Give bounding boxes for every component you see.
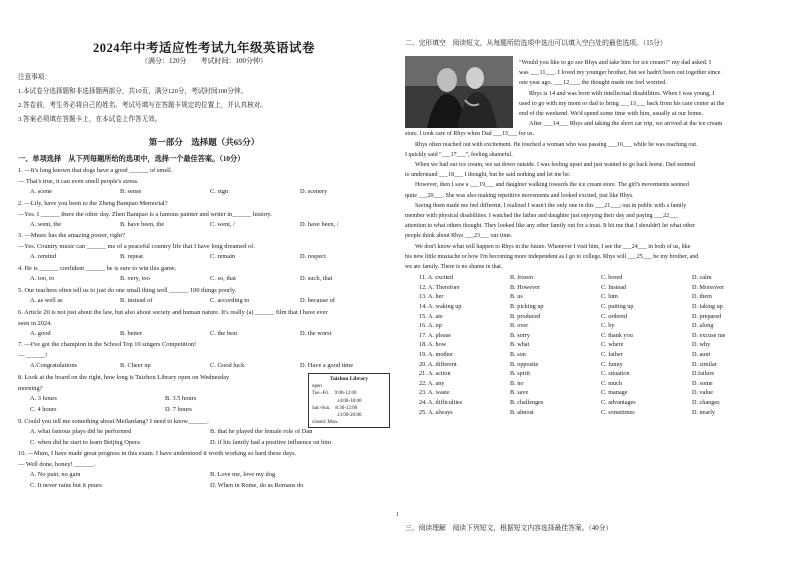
cloze-option[interactable]: C. bored xyxy=(601,274,623,282)
cloze-option[interactable]: 16. A. up xyxy=(419,322,442,330)
page-number: 1 xyxy=(396,512,399,518)
section-one-heading: 一、单项选择 从下列每题所给的选项中，选择一个最佳答案。（10分） xyxy=(18,155,245,163)
answer-option[interactable]: B. 3.5 hours xyxy=(165,394,197,402)
question-text: 8. Look at the board on the right, how long is Taizhou Library open on Wednesday xyxy=(18,374,230,382)
passage-line: attention to what others thought. They looked like any other family out for a treat. It hit me that I shouldn't let what other xyxy=(405,223,696,230)
passage-line: Rhys often reached out with excitement. He touched a woman who was passing ___16___ while he was reaching out. xyxy=(415,141,698,148)
passage-line: to understand ___18___ I thought, but he said nothing and let me be. xyxy=(405,172,571,179)
cloze-option[interactable]: B. us xyxy=(510,293,523,301)
cloze-option[interactable]: C. by xyxy=(601,322,615,330)
cloze-option[interactable]: C. manage xyxy=(601,389,628,397)
question-text: — ______! xyxy=(18,352,48,360)
cloze-option[interactable]: B. son xyxy=(510,351,526,358)
passage-line: we are family. There is no shame in that. xyxy=(405,264,503,270)
answer-option[interactable]: D. When in Rome, do as Romans do xyxy=(210,482,304,490)
library-row: Tue.-Fri. 9:00-12:00 xyxy=(312,391,357,397)
cloze-option[interactable]: D. nearly xyxy=(692,408,716,416)
cloze-option-row xyxy=(419,389,783,396)
notice-heading: 注意事项： xyxy=(18,74,51,81)
answer-option[interactable]: A. good xyxy=(30,329,51,337)
answer-option[interactable]: C. went, / xyxy=(210,220,235,228)
answer-option[interactable]: A. 3 hours xyxy=(30,394,57,402)
cloze-option[interactable]: D.failure xyxy=(692,370,715,378)
cloze-option[interactable]: D. taking up xyxy=(692,303,723,310)
library-row: open xyxy=(312,384,322,390)
answer-option[interactable]: A. went, the xyxy=(30,220,62,228)
cloze-option[interactable]: 12. A. Therefore xyxy=(419,283,460,291)
options-row xyxy=(30,471,390,478)
cloze-option[interactable]: C. father xyxy=(601,351,623,358)
answer-option[interactable]: C. sign xyxy=(210,187,229,195)
cloze-option-row xyxy=(419,370,783,377)
cloze-option-row xyxy=(419,380,783,387)
cloze-option[interactable]: D. Moreover xyxy=(692,283,724,291)
answer-option[interactable]: B. better xyxy=(120,329,143,337)
cloze-option[interactable]: B. frozen xyxy=(510,274,534,282)
question-text: 3. —Music has the amazing power, right? xyxy=(18,232,125,240)
passage-line: was ___11___. I loved my younger brother, but we hadn't been out together since xyxy=(519,69,721,77)
passage-line: one year ago. ___12___, the thought made me feel worried. xyxy=(519,79,667,87)
library-title: Taizhou Library xyxy=(330,376,368,382)
part-one-heading: 第一部分 选择题（共65分） xyxy=(148,137,260,147)
cloze-option[interactable]: C. thank you xyxy=(601,331,633,339)
exam-title: 2024年中考适应性考试九年级英语试卷 xyxy=(92,41,315,55)
passage-line: quite ___20___. She was also making repetitive movements and looked excited, just like Rhys. xyxy=(405,192,634,199)
cloze-option[interactable]: 19. A. mother xyxy=(419,351,454,358)
answer-option[interactable]: B. that he played the female role of Dan xyxy=(210,427,313,435)
question-text: 10. —Mum, I have made great progress in this exam. I have understood it worth working so hard these days. xyxy=(18,450,297,458)
cloze-option-row xyxy=(419,409,783,416)
library-board xyxy=(308,373,390,428)
answer-option[interactable]: A. scene xyxy=(30,187,53,195)
cloze-option[interactable]: D. prepared xyxy=(692,312,722,320)
library-row: 14:00-18:00 xyxy=(312,398,362,404)
answer-option[interactable]: B. sense xyxy=(120,187,142,195)
answer-option[interactable]: B. repeat xyxy=(120,253,144,261)
answer-option[interactable]: C. so, that xyxy=(210,275,236,282)
answer-option[interactable]: B. very, too xyxy=(120,275,150,282)
cloze-option[interactable]: C. funny xyxy=(601,360,623,368)
cloze-option[interactable]: B. opposite xyxy=(510,360,539,368)
cloze-option[interactable]: 17. A. please xyxy=(419,331,451,339)
cloze-option[interactable]: C. advantages xyxy=(601,399,636,406)
passage-line: people think about Rhys ___23___ our time. xyxy=(405,233,513,240)
cloze-option-row xyxy=(419,274,783,281)
cloze-option[interactable]: 20. A. different xyxy=(419,360,457,368)
cloze-option[interactable]: 18. A. how xyxy=(419,341,447,349)
options-row xyxy=(30,221,390,228)
cloze-option[interactable]: 23. A. waste xyxy=(419,389,450,397)
question-text: —Yes. Country music can ______ me of a peaceful country life that I have long dreamed of. xyxy=(18,243,255,251)
cloze-option[interactable]: C. much xyxy=(601,379,622,387)
cloze-option[interactable]: B. sorry xyxy=(510,331,530,339)
section-three-heading: 三、阅读理解 阅读下列短文，根据短文内容选择最佳答案。（40分） xyxy=(405,525,613,532)
library-row: 13:00-20:00 xyxy=(312,413,362,419)
passage-line: We don't know what will happen to Rhys in the future. Whenever I visit him, I see the ___24___ in both of us, like xyxy=(415,243,691,250)
library-row: Sat.-Sun. 8:30-12:00 xyxy=(312,405,358,411)
passage-line: store. I took care of Rhys when Dad ___15___ for us. xyxy=(405,131,534,138)
cloze-option[interactable]: C. Instead xyxy=(601,283,627,291)
answer-option[interactable]: D. have been, / xyxy=(300,220,339,228)
question-text: 7. —I've got the champion in the School Top 10 singers Competition! xyxy=(18,341,197,349)
cloze-option[interactable]: B. no xyxy=(510,379,524,387)
right-column xyxy=(405,0,783,561)
answer-option[interactable]: A. No pain, no gain xyxy=(30,471,81,479)
answer-option[interactable]: C. 4 hours xyxy=(30,405,57,413)
cloze-option-row xyxy=(419,313,783,320)
question-text: 6. Article 20 is not just about the law, but also about society and human nature. It's really (a) ______ film that I have ever xyxy=(18,308,328,316)
cloze-option[interactable]: 13. A. her xyxy=(419,293,444,301)
options-row xyxy=(30,275,390,282)
cloze-option[interactable]: B. save xyxy=(510,389,529,397)
question-text: 2. —Lily, have you been to the Zheng Banqiao Memorial? xyxy=(18,199,168,207)
passage-line: When we had our ice cream, we sat down outside. I was feeling upset and just wanted to go back home. Dad seemed xyxy=(415,162,696,168)
cloze-option[interactable]: B. almost xyxy=(510,408,534,416)
photo-illustration xyxy=(405,56,513,128)
answer-option[interactable]: C. the best xyxy=(210,329,238,337)
answer-option[interactable]: A. too, to xyxy=(30,275,55,282)
cloze-option[interactable]: C. putting up xyxy=(601,303,634,310)
question-text: seen in 2024. xyxy=(18,319,52,327)
cloze-option[interactable]: D. why xyxy=(692,341,711,349)
passage-line: However, then I saw a ___19___ and daughter walking towards the ice cream store. The girl's movements seemed xyxy=(415,182,689,189)
question-text: morning? xyxy=(18,385,43,392)
cloze-option[interactable]: 14. A. waking up xyxy=(419,303,462,310)
passage-line: member with physical disabilities. I watched the father and daughter just enjoying their day and paying ___22___ xyxy=(405,213,679,219)
cloze-option-row xyxy=(419,303,783,310)
options-row xyxy=(30,428,390,435)
question-text: —Yes. I ______ there the other day. Zhen Banqiao is a famous painter and writer in______ history. xyxy=(18,210,272,218)
options-row xyxy=(30,395,300,402)
answer-option[interactable]: B. instead of xyxy=(120,296,153,304)
answer-option[interactable]: A.Congratulations xyxy=(30,362,78,370)
answer-option[interactable]: D. such, that xyxy=(300,275,333,282)
answer-option[interactable]: D. scenery xyxy=(300,187,328,195)
answer-option[interactable]: B. Love me, love my dog xyxy=(210,471,276,479)
options-row xyxy=(30,297,390,304)
passage-line: Rhys is 14 and was born with intellectual disabilities. When I was young, I xyxy=(529,89,715,97)
cloze-option[interactable]: D. calm xyxy=(692,274,712,282)
options-row xyxy=(30,406,300,413)
cloze-option-row xyxy=(419,322,783,329)
passage-line: "Would you like to go see Rhys and take him for ice cream?" my dad asked. I xyxy=(519,59,712,66)
options-row xyxy=(30,330,390,337)
answer-option[interactable]: A. remind xyxy=(30,253,56,261)
notice-item-3: 3.答案必须填在答题卡上，在本试卷上作答无效。 xyxy=(18,116,162,123)
answer-option[interactable]: D. the worst xyxy=(300,329,332,337)
cloze-option-row xyxy=(419,284,783,291)
passage-line: I quickly said "___17___", feeling shameful. xyxy=(405,151,513,158)
answer-option[interactable]: A. as well as xyxy=(30,296,63,304)
cloze-option[interactable]: D. excuse me xyxy=(692,331,726,339)
answer-option[interactable]: D. if his family had a positive influence on him xyxy=(210,438,332,446)
options-row xyxy=(30,188,390,195)
cloze-option[interactable]: B. what xyxy=(510,341,530,349)
cloze-option[interactable]: D. them xyxy=(692,293,712,301)
passage-line: Seeing them made me feel different. I realized I wasn't the only one in this ___21___; out in public with a family xyxy=(415,202,687,209)
cloze-option[interactable]: B. over xyxy=(510,322,529,330)
answer-option[interactable]: D. because of xyxy=(300,296,335,304)
brothers-photo xyxy=(405,56,513,128)
options-row xyxy=(30,439,390,446)
cloze-option[interactable]: B. challenges xyxy=(510,399,544,406)
answer-option[interactable]: C. when did he start to learn Beijing Opera xyxy=(30,438,140,446)
answer-option[interactable]: B. Cheer up xyxy=(120,362,151,370)
passage-line: end of the weekend. We'd spend some time with him, usually at our home. xyxy=(519,110,704,117)
answer-option[interactable]: B. have been, the xyxy=(120,220,165,228)
answer-option[interactable]: C. remain xyxy=(210,253,236,261)
answer-option[interactable]: D. respect xyxy=(300,253,326,261)
cloze-option[interactable]: B. produced xyxy=(510,312,541,320)
notice-item-2: 2.答卷前，考生务必将自己的姓名、考试号填写在答题卡规定的位置上，并认真核对。 xyxy=(18,102,267,109)
question-text: — That's true, it can even smell people's stress. xyxy=(18,177,139,185)
passage-line: his new little mustache or how I'm becoming more independent as I go to college. Rhys will ___25___ be my brother, and xyxy=(405,253,699,260)
notice-item-1: 1.本试卷分选择题和非选择题两部分，共10页，满分120分，考试时间100分钟。 xyxy=(18,88,248,95)
cloze-option[interactable]: D. aunt xyxy=(692,351,711,358)
cloze-option[interactable]: B. picking up xyxy=(510,303,544,310)
library-row: closed: Mon. xyxy=(312,420,339,426)
question-text: 9. Could you tell me something about Meilanfang? I need to know______. xyxy=(18,417,209,425)
cloze-option-row xyxy=(419,361,783,368)
cloze-option[interactable]: D. changes xyxy=(692,399,720,406)
cloze-option-row xyxy=(419,399,783,406)
question-text: 1. —It's long known that dogs have a good ______ of smell. xyxy=(18,167,173,174)
cloze-option[interactable]: C. sometimes xyxy=(601,408,635,416)
answer-option[interactable]: D. 7 hours xyxy=(165,405,192,413)
cloze-option-row xyxy=(419,293,783,300)
cloze-option[interactable]: D. value xyxy=(692,389,713,397)
cloze-option[interactable]: C. him xyxy=(601,293,618,301)
answer-option[interactable]: C. according to xyxy=(210,296,250,304)
cloze-option[interactable]: D. similar xyxy=(692,360,717,368)
passage-line: used to go with my mom or dad to bring ___13___ back from his care center at the xyxy=(519,99,725,107)
cloze-option[interactable]: D. along xyxy=(692,322,714,330)
answer-option[interactable]: C. Good luck xyxy=(210,362,245,370)
question-text: 4. He is ______ confident ______ he is sure to win this game. xyxy=(18,265,177,273)
cloze-option[interactable]: D. some xyxy=(692,379,713,387)
cloze-option[interactable]: 22. A. any xyxy=(419,379,445,387)
cloze-option[interactable]: 25. A. always xyxy=(419,408,453,416)
cloze-option[interactable]: 24. A. difficulties xyxy=(419,399,463,406)
cloze-option[interactable]: 15. A. ate xyxy=(419,312,443,320)
passage-line: After ___14___ Rhys and taking the short car trip, we arrived at the ice cream xyxy=(529,120,723,128)
answer-option[interactable]: C. It never rains but it pours xyxy=(30,482,102,490)
cloze-option[interactable]: C. where xyxy=(601,341,624,349)
cloze-option[interactable]: C. ordered xyxy=(601,312,628,320)
options-row xyxy=(30,362,390,369)
left-column xyxy=(18,0,390,561)
answer-option[interactable]: A. what famous plays did he performed xyxy=(30,427,132,435)
cloze-option-row xyxy=(419,332,783,339)
exam-subtitle: （满分：120分 考试时间：100分钟） xyxy=(141,57,267,65)
cloze-option[interactable]: C. situation xyxy=(601,370,630,378)
answer-option[interactable]: D. Have a good time xyxy=(300,362,354,370)
cloze-option[interactable]: 21. A. action xyxy=(419,370,451,378)
question-text: — Well done, honey! ______. xyxy=(18,461,96,469)
cloze-option[interactable]: B. However xyxy=(510,283,540,291)
cloze-option[interactable]: B. spirit xyxy=(510,370,530,378)
question-text: 5. Our teachers often tell us to just do one small thing well ______ 100 things poorly. xyxy=(18,286,237,294)
cloze-option-row xyxy=(419,341,783,348)
section-two-heading: 二、完形填空 阅读短文，从每题所给选项中选出可以填入空白处的最佳选项。（15分） xyxy=(405,40,667,47)
options-row xyxy=(30,253,390,260)
cloze-option[interactable]: 11. A. excited xyxy=(419,274,454,282)
options-row xyxy=(30,482,390,489)
cloze-option-row xyxy=(419,351,783,358)
